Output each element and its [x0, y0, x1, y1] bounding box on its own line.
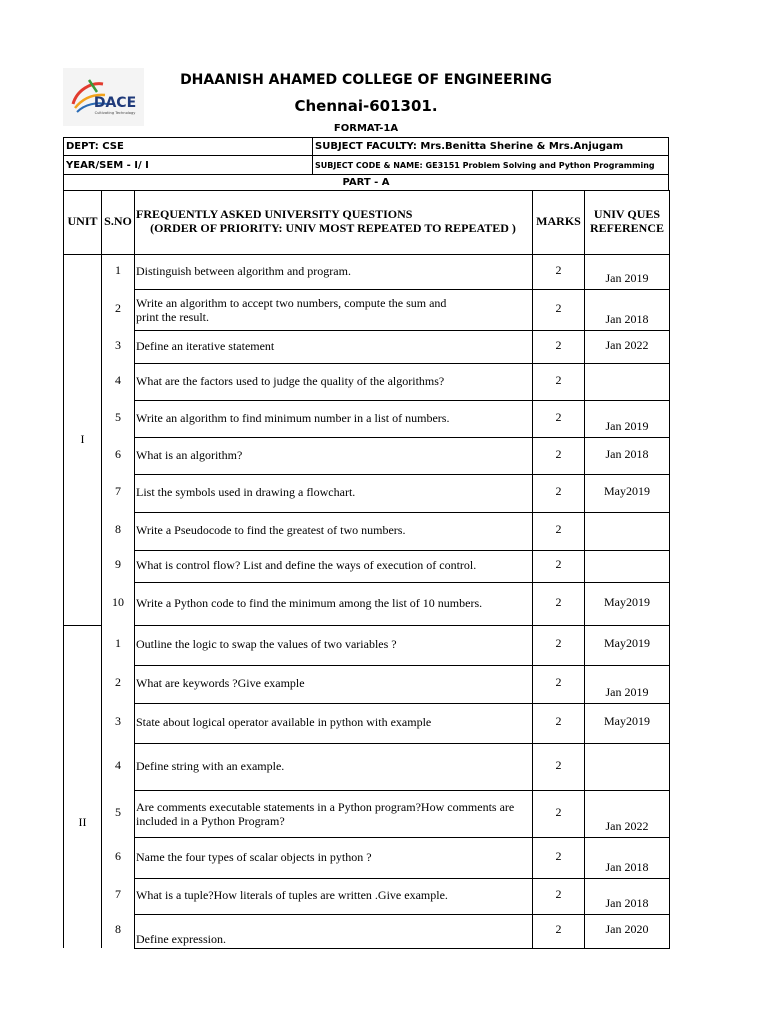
row-marks: 2: [555, 849, 562, 863]
row-reference: May2019: [604, 636, 650, 650]
row-marks: 2: [555, 447, 562, 461]
row-question: What are keywords ?Give example: [136, 676, 305, 690]
row-marks: 2: [555, 484, 562, 498]
row-col-rule: [134, 400, 135, 438]
row-sno: 3: [115, 338, 121, 352]
row-sno: 6: [115, 447, 121, 461]
row-sno: 8: [115, 922, 121, 936]
row-marks: 2: [555, 636, 562, 650]
row-col-rule: [669, 703, 670, 744]
row-marks: 2: [555, 373, 562, 387]
college-city: Chennai-601301.: [294, 97, 438, 115]
row-marks: 2: [555, 887, 562, 901]
logo-tagline: Cultivating Technology: [94, 111, 136, 115]
row-top-rule: [134, 878, 670, 879]
format-label: FORMAT-1A: [333, 123, 399, 134]
row-col-rule: [669, 837, 670, 879]
row-col-rule: [584, 512, 585, 551]
col-header-ref: UNIV QUES: [593, 207, 661, 221]
row-marks: 2: [555, 301, 562, 315]
row-reference: Jan 2018: [605, 447, 649, 461]
row-col-rule: [134, 550, 135, 583]
row-col-rule: [584, 743, 585, 791]
table-bottom-rule: [134, 948, 670, 949]
unit-bottom-rule: [63, 625, 102, 626]
col-header-question: FREQUENTLY ASKED UNIVERSITY QUESTIONS: [136, 207, 413, 221]
row-sno: 8: [115, 522, 121, 536]
row-col-rule: [669, 790, 670, 838]
row-top-rule: [134, 437, 670, 438]
row-col-rule: [134, 474, 135, 513]
header-top-rule: [63, 190, 670, 191]
row-question: Define string with an example.: [136, 759, 285, 773]
row-col-rule: [134, 437, 135, 475]
row-reference: Jan 2022: [605, 338, 649, 352]
row-col-rule: [584, 550, 585, 583]
col-header-ref-line2: REFERENCE: [589, 221, 664, 235]
col-header-question-priority: (ORDER OF PRIORITY: UNIV MOST REPEATED TO REPEATED ): [150, 221, 516, 235]
row-question: What is an algorithm?: [136, 448, 243, 462]
row-sno: 9: [115, 557, 121, 571]
row-question: What is control flow? List and define the ways of execution of control.: [136, 558, 477, 572]
row-col-rule: [134, 790, 135, 838]
row-col-rule: [669, 254, 670, 290]
logo-text: DACE: [93, 95, 137, 111]
header-col-rule: [669, 190, 670, 254]
col-header-sno: S.NO: [104, 214, 132, 228]
row-marks: 2: [555, 557, 562, 571]
unit-label: II: [78, 815, 87, 829]
row-reference: Jan 2019: [605, 685, 649, 699]
row-sno: 1: [115, 636, 121, 650]
row-top-rule: [134, 743, 670, 744]
row-reference: Jan 2018: [605, 896, 649, 910]
college-name: DHAANISH AHAMED COLLEGE OF ENGINEERING: [180, 72, 552, 88]
row-top-rule: [134, 837, 670, 838]
row-col-rule: [669, 330, 670, 364]
row-top-rule: [134, 512, 670, 513]
row-top-rule: [134, 625, 670, 626]
col-header-unit: UNIT: [67, 214, 98, 228]
row-col-rule: [669, 582, 670, 626]
unit-label: I: [80, 432, 85, 446]
row-col-rule: [669, 625, 670, 666]
col-header-marks: MARKS: [536, 214, 581, 228]
row-col-rule: [669, 743, 670, 791]
row-reference: May2019: [604, 595, 650, 609]
row-sno: 3: [115, 714, 121, 728]
row-col-rule: [669, 512, 670, 551]
row-marks: 2: [555, 410, 562, 424]
row-reference: Jan 2020: [605, 922, 649, 936]
row-sno: 4: [115, 373, 121, 387]
row-top-rule: [134, 665, 670, 666]
row-top-rule: [134, 790, 670, 791]
row-col-rule: [669, 550, 670, 583]
row-reference: Jan 2018: [605, 860, 649, 874]
row-marks: 2: [555, 758, 562, 772]
row-reference: May2019: [604, 484, 650, 498]
row-question: Define expression.: [136, 932, 226, 946]
row-sno: 5: [115, 410, 121, 424]
row-sno: 2: [115, 675, 121, 689]
row-col-rule: [134, 837, 135, 879]
row-top-rule: [134, 400, 670, 401]
part-text: PART - A: [342, 177, 390, 188]
row-col-rule: [669, 878, 670, 915]
row-reference: Jan 2019: [605, 419, 649, 433]
row-marks: 2: [555, 338, 562, 352]
row-question: Outline the logic to swap the values of two variables ?: [136, 637, 397, 651]
row-col-rule: [134, 703, 135, 744]
row-marks: 2: [555, 714, 562, 728]
row-col-rule: [134, 289, 135, 331]
row-marks: 2: [555, 675, 562, 689]
row-question: What are the factors used to judge the quality of the algorithms?: [136, 374, 445, 388]
row-col-rule: [134, 330, 135, 364]
row-reference: Jan 2018: [605, 312, 649, 326]
row-col-rule: [134, 512, 135, 551]
row-col-rule: [134, 878, 135, 915]
row-col-rule: [134, 363, 135, 401]
row-col-rule: [669, 363, 670, 401]
row-top-rule: [134, 582, 670, 583]
row-question: List the symbols used in drawing a flowchart.: [136, 485, 356, 499]
row-sno: 5: [115, 805, 121, 819]
subject-text: SUBJECT CODE & NAME: GE3151 Problem Solving and Python Programming: [315, 160, 655, 170]
row-top-rule: [134, 914, 670, 915]
row-sno: 1: [115, 263, 121, 277]
row-question: Distinguish between algorithm and program.: [136, 264, 351, 278]
row-col-rule: [134, 625, 135, 666]
row-question: Write an algorithm to accept two numbers, compute the sum and: [136, 296, 447, 310]
row-question: Define an iterative statement: [136, 339, 275, 353]
row-reference: Jan 2022: [605, 819, 649, 833]
row-top-rule: [134, 703, 670, 704]
row-marks: 2: [555, 805, 562, 819]
row-top-rule: [134, 363, 670, 364]
row-reference: Jan 2019: [605, 271, 649, 285]
row-sno: 10: [112, 595, 124, 609]
row-col-rule: [584, 363, 585, 401]
dept-text: DEPT: CSE: [66, 141, 124, 152]
row-question-cont: included in a Python Program?: [136, 814, 285, 828]
row-col-rule: [134, 254, 135, 290]
row-col-rule: [134, 743, 135, 791]
row-sno: 4: [115, 758, 121, 772]
header-col-rule: [134, 190, 135, 254]
row-col-rule: [134, 665, 135, 704]
row-question: State about logical operator available in python with example: [136, 715, 432, 729]
row-question: Write an algorithm to find minimum number in a list of numbers.: [136, 411, 450, 425]
row-col-rule: [669, 437, 670, 475]
row-marks: 2: [555, 522, 562, 536]
row-col-rule: [669, 914, 670, 949]
row-question: Name the four types of scalar objects in python ?: [136, 850, 372, 864]
row-question-cont: print the result.: [136, 310, 209, 324]
row-question: Write a Python code to find the minimum among the list of 10 numbers.: [136, 596, 483, 610]
row-reference: May2019: [604, 714, 650, 728]
faculty-text: SUBJECT FACULTY: Mrs.Benitta Sherine & Mrs.Anjugam: [315, 141, 624, 152]
row-marks: 2: [555, 263, 562, 277]
row-question: Write a Pseudocode to find the greatest of two numbers.: [136, 523, 406, 537]
row-sno: 7: [115, 484, 121, 498]
row-top-rule: [134, 289, 670, 290]
row-sno: 6: [115, 849, 121, 863]
row-col-rule: [669, 474, 670, 513]
row-col-rule: [134, 582, 135, 626]
row-marks: 2: [555, 922, 562, 936]
row-question: Are comments executable statements in a Python program?How comments are: [136, 800, 515, 814]
row-question: What is a tuple?How literals of tuples are written .Give example.: [136, 888, 448, 902]
row-marks: 2: [555, 595, 562, 609]
row-top-rule: [134, 550, 670, 551]
year-sem-text: YEAR/SEM - I/ I: [66, 159, 149, 171]
row-col-rule: [669, 289, 670, 331]
unit-left-rule: [63, 625, 64, 948]
row-top-rule: [134, 254, 670, 255]
row-col-rule: [669, 665, 670, 704]
row-sno: 2: [115, 301, 121, 315]
row-col-rule: [669, 400, 670, 438]
row-col-rule: [134, 914, 135, 949]
row-top-rule: [134, 330, 670, 331]
row-top-rule: [134, 474, 670, 475]
row-sno: 7: [115, 887, 121, 901]
